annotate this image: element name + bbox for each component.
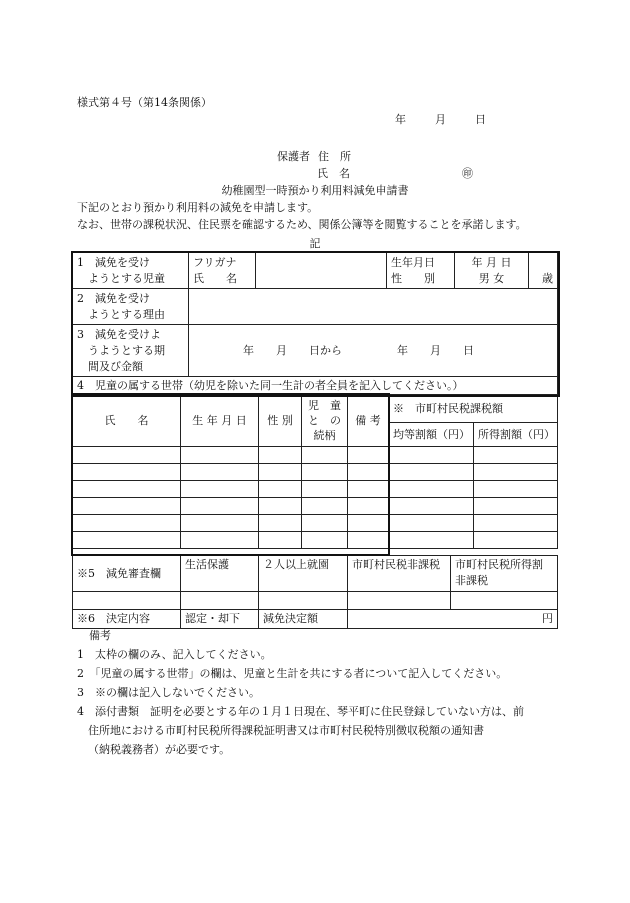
seal-mark: ㊞ <box>462 167 473 180</box>
intro-text-1: 下記のとおり預かり利用料の減免を申請します。 <box>77 201 319 214</box>
household-row[interactable] <box>73 532 558 549</box>
col-relation: 児 童 と の 続柄 <box>302 395 348 447</box>
note-4-cont2: （納税義務者）が必要です。 <box>88 743 231 756</box>
age-field[interactable]: 歳 <box>529 253 558 289</box>
reason-label: 2 減免を受け ようとする理由 <box>73 289 189 325</box>
address-label: 住 所 <box>318 150 351 163</box>
col-name: 氏 名 <box>73 395 181 447</box>
note-1: 1 太枠の欄のみ、記入してください。 <box>77 648 272 661</box>
review-label: ※5 減免審査欄 <box>73 556 181 592</box>
tax-income-header: 所得割額（円） <box>474 423 558 447</box>
applicant-name <box>277 167 487 181</box>
multi-enroll-box: ２人以上就園 <box>259 556 348 592</box>
decision-box: 認定・却下 <box>181 610 259 629</box>
household-row[interactable] <box>73 498 558 515</box>
tax-header: ※ 市町村民税課税額 <box>389 395 558 423</box>
nontax-box: 市町村民税非課税 <box>348 556 451 592</box>
col-birth: 生 年 月 日 <box>181 395 259 447</box>
intro-text-2: なお、世帯の課税状況、住民票を確認するため、関係公簿等を閲覧することを承諾します。 <box>77 218 527 231</box>
date-day: 日 <box>475 113 486 126</box>
income-nontax-box: 市町村民税所得割非課税 <box>451 556 558 592</box>
welfare-box: 生活保護 <box>181 556 259 592</box>
amount-label: 減免決定額 <box>259 610 348 629</box>
col-gender: 性 別 <box>259 395 302 447</box>
tax-equal-header: 均等割額（円） <box>389 423 474 447</box>
ki-label: 記 <box>309 237 321 250</box>
child-row <box>73 253 558 289</box>
household-row[interactable] <box>73 481 558 498</box>
birth-gender-values[interactable]: 年 月 日 男 女 <box>455 253 529 289</box>
period-field[interactable]: 年 月 日から 年 月 日 <box>189 325 558 377</box>
applicant-address <box>277 150 351 164</box>
decision-label: ※6 決定内容 <box>73 610 181 629</box>
note-3: 3 ※の欄は記入しないでください。 <box>77 686 260 699</box>
period-label: 3 減免を受けよ うようとする期 間及び金額 <box>73 325 189 377</box>
child-label: 1 減免を受け ようとする児童 <box>73 253 189 289</box>
reason-field[interactable] <box>189 289 558 325</box>
date-line <box>395 113 485 127</box>
notes-section <box>77 626 557 759</box>
note-2: 2 「児童の属する世帯」の欄は、児童と生計を共にする者について記入してください。 <box>77 667 508 680</box>
household-row[interactable] <box>73 464 558 481</box>
document-title: 幼稚園型一時預かり利用料減免申請書 <box>221 184 409 197</box>
form-table-upper <box>72 252 558 396</box>
col-note: 備 考 <box>348 395 389 447</box>
household-row[interactable] <box>73 515 558 532</box>
household-label: 4 児童の属する世帯（幼児を除いた同一生計の者全員を記入してください。） <box>73 377 558 396</box>
note-4: 4 添付書類 証明を必要とする年の１月１日現在、琴平町に住民登録していない方は、前 <box>77 705 524 718</box>
period-row <box>73 325 558 377</box>
applicant-label: 保護者 <box>277 150 310 163</box>
notes-heading: 備考 <box>89 629 111 642</box>
birth-gender-labels: 生年月日 性 別 <box>387 253 455 289</box>
name-label: 氏 名 <box>317 167 350 180</box>
amount-field: 円 <box>348 610 558 629</box>
reason-row <box>73 289 558 325</box>
note-4-cont: 住所地における市町村民税所得課税証明書又は市町村民税特別徴収税額の通知書 <box>88 724 484 737</box>
date-year: 年 <box>395 113 406 126</box>
household-header-row <box>73 377 558 396</box>
form-number: 様式第４号（第14条関係） <box>77 96 212 109</box>
household-table <box>72 394 558 549</box>
child-name-field[interactable] <box>256 253 387 289</box>
furigana-name-labels: フリガナ 氏 名 <box>189 253 256 289</box>
review-table <box>72 555 558 629</box>
household-row[interactable] <box>73 447 558 464</box>
date-month: 月 <box>435 113 446 126</box>
